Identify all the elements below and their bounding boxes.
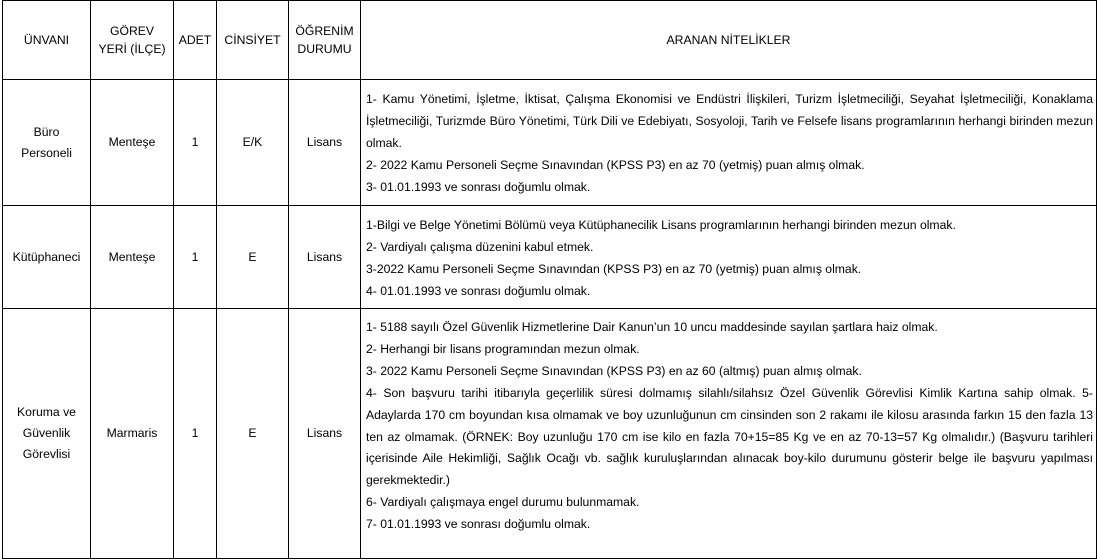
requirement-item: 4- Son başvuru tarihi itibarıyla geçerlilik süresi dolmamış silahlı/silahsız Özel Güvenlik Görevlisi Kimlik Kartına sahip olmak. 5-Adaylarda 170 cm boyundan kısa olmamak ve boy uzunluğunun cm cinsinden son 2 rakamı ile kilosu arasında farkın 15 den fazla 13 ten az olmamak. (ÖRNEK: Boy uzunluğu 170 cm ise kilo en fazla 70+15=85 Kg ve en az 70-13=57 Kg olmalıdır.) (Başvuru tarihleri içerisinde Aile Hekimliği, Sağlık Ocağı vb. sağlık kuruluşlarından alınacak boy-kilo durumunu gösterir belge ile başvuru yapılması gerekmektedir.)	[366, 385, 1093, 488]
requirement-item: 3- 01.01.1993 ve sonrası doğumlu olmak.	[366, 180, 591, 194]
education-cell: Lisans	[289, 309, 361, 559]
requirement-item: 1- 5188 sayılı Özel Güvenlik Hizmetlerine Dair Kanun’un 10 uncu maddesinde sayılan şartlara haiz olmak.	[366, 320, 938, 334]
requirements-cell	[361, 206, 1097, 309]
location-cell: Marmaris	[91, 309, 174, 559]
table-row	[3, 309, 1097, 559]
location-cell: Menteşe	[91, 206, 174, 309]
count-cell: 1	[174, 80, 217, 206]
requirement-item: 1-Bilgi ve Belge Yönetimi Bölümü veya Kütüphanecilik Lisans programlarının herhangi birinden mezun olmak.	[366, 218, 956, 232]
gender-cell: E	[217, 206, 289, 309]
header-education: ÖĞRENİM DURUMU	[289, 1, 361, 80]
requirement-item: 2- Vardiyalı çalışma düzenini kabul etmek.	[366, 240, 594, 254]
count-cell: 1	[174, 206, 217, 309]
gender-cell: E	[217, 309, 289, 559]
title-cell: Büro Personeli	[3, 80, 91, 206]
requirement-item: 1- Kamu Yönetimi, İşletme, İktisat, Çalışma Ekonomisi ve Endüstri İlişkileri, Turizm İşletmeciliği, Seyahat İşletmeciliği, Konaklama İşletmeciliği, Turizmde Büro Yönetimi, Türk Dili ve Edebiyatı, Sosyoloji, Tarih ve Felsefe lisans programlarının herhangi birinden mezun olmak.	[366, 92, 1093, 150]
table-row	[3, 80, 1097, 206]
title-cell: Koruma ve Güvenlik Görevlisi	[3, 309, 91, 559]
requirement-item: 3-2022 Kamu Personeli Seçme Sınavından (KPSS P3) en az 70 (yetmiş) puan almış olmak.	[366, 262, 862, 276]
education-cell: Lisans	[289, 80, 361, 206]
location-cell: Menteşe	[91, 80, 174, 206]
header-count: ADET	[174, 1, 217, 80]
education-cell: Lisans	[289, 206, 361, 309]
requirements-cell	[361, 309, 1097, 559]
requirement-item: 2- Herhangi bir lisans programından mezun olmak.	[366, 341, 640, 356]
header-location: GÖREV YERİ (İLÇE)	[91, 1, 174, 80]
header-gender: CİNSİYET	[217, 1, 289, 80]
header-title: ÜNVANI	[3, 1, 91, 80]
requirement-item: 6- Vardiyalı çalışmaya engel durumu bulunmamak.	[366, 495, 640, 510]
requirements-cell	[361, 80, 1097, 206]
requirement-item: 7- 01.01.1993 ve sonrası doğumlu olmak.	[366, 517, 591, 532]
job-requirements-table	[2, 0, 1097, 559]
count-cell: 1	[174, 309, 217, 559]
requirement-item: 4- 01.01.1993 ve sonrası doğumlu olmak.	[366, 284, 591, 298]
table-row	[3, 206, 1097, 309]
header-requirements: ARANAN NİTELİKLER	[361, 1, 1097, 80]
header-row	[3, 1, 1097, 80]
requirement-item: 3- 2022 Kamu Personeli Seçme Sınavından (KPSS P3) en az 60 (altmış) puan almış olmak.	[366, 363, 862, 378]
title-cell: Kütüphaneci	[3, 206, 91, 309]
requirement-item: 2- 2022 Kamu Personeli Seçme Sınavından (KPSS P3) en az 70 (yetmiş) puan almış olmak.	[366, 158, 865, 172]
gender-cell: E/K	[217, 80, 289, 206]
